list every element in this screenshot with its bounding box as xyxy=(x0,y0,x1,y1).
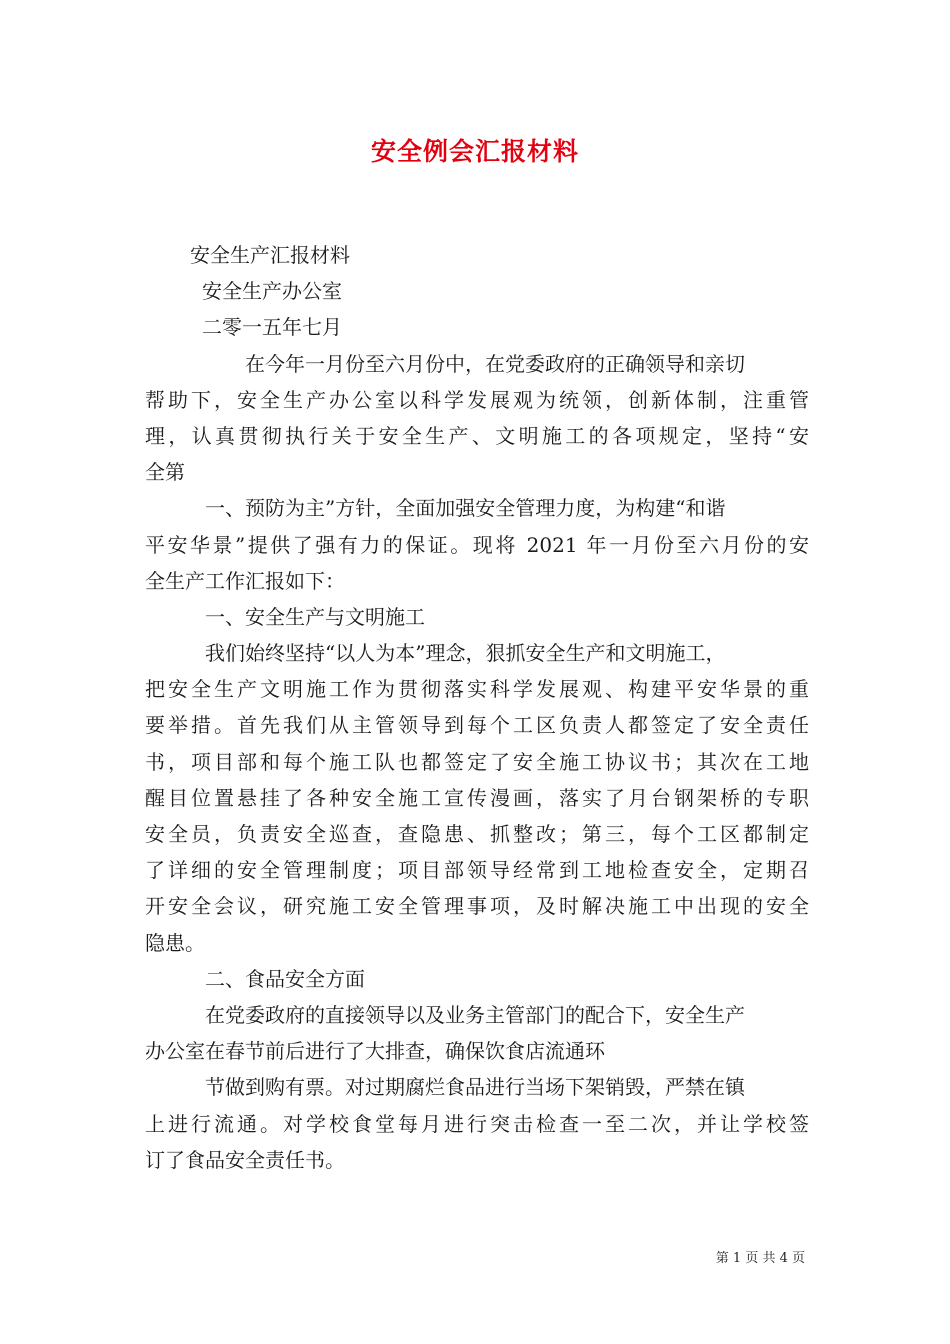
section-heading: 二、食品安全方面 xyxy=(205,966,365,991)
section-heading: 一、安全生产与文明施工 xyxy=(205,604,425,629)
paragraph-line: 全第 xyxy=(145,460,185,485)
paragraph-line: 在今年一月份至六月份中，在党委政府的正确领导和亲切 xyxy=(245,351,745,376)
paragraph-line: 把安全生产文明施工作为贯彻落实科学发展观、构建平安华景的重 xyxy=(145,677,809,702)
paragraph-line: 办公室在春节前后进行了大排查，确保饮食店流通环 xyxy=(145,1039,605,1064)
document-body xyxy=(145,237,809,1178)
paragraph-line: 开安全会议，研究施工安全管理事项，及时解决施工中出现的安全 xyxy=(145,894,809,919)
page-number: 第 1 页 共 4 页 xyxy=(715,1251,805,1266)
paragraph-line: 上进行流通。对学校食堂每月进行突击检查一至二次，并让学校签 xyxy=(145,1111,809,1136)
paragraph-line: 隐患。 xyxy=(145,930,205,955)
paragraph-line: 醒目位置悬挂了各种安全施工宣传漫画，落实了月台钢架桥的专职 xyxy=(145,785,809,810)
paragraph-line: 理，认真贯彻执行关于安全生产、文明施工的各项规定，坚持“安 xyxy=(145,423,809,448)
paragraph-line: 帮助下，安全生产办公室以科学发展观为统领，创新体制，注重管 xyxy=(145,387,809,412)
paragraph-line: 安全员，负责安全巡查，查隐患、抓整改；第三，每个工区都制定 xyxy=(145,822,809,846)
report-date: 二零一五年七月 xyxy=(202,315,342,340)
paragraph-line: 节做到购有票。对过期腐烂食品进行当场下架销毁，严禁在镇 xyxy=(205,1075,745,1100)
paragraph-line: 我们始终坚持“以人为本”理念，狠抓安全生产和文明施工， xyxy=(205,641,726,666)
paragraph-line: 在党委政府的直接领导以及业务主管部门的配合下，安全生产 xyxy=(205,1002,745,1027)
document-title: 安全例会汇报材料 xyxy=(370,137,579,166)
paragraph-line: 要举措。首先我们从主管领导到每个工区负责人都签定了安全责任 xyxy=(145,713,809,738)
paragraph-line: 书，项目部和每个施工队也都签定了安全施工协议书；其次在工地 xyxy=(145,749,809,774)
paragraph-line: 了详细的安全管理制度；项目部领导经常到工地检查安全，定期召 xyxy=(145,858,809,883)
paragraph-line: 平安华景”提供了强有力的保证。现将 2021 年一月份至六月份的安 xyxy=(145,532,809,557)
subtitle: 安全生产汇报材料 xyxy=(190,243,350,267)
paragraph-line: 一、预防为主”方针，全面加强安全管理力度，为构建“和谐 xyxy=(205,496,726,521)
paragraph-line: 全生产工作汇报如下： xyxy=(145,568,345,593)
office-name: 安全生产办公室 xyxy=(202,279,342,304)
paragraph-line: 订了食品安全责任书。 xyxy=(145,1147,345,1172)
